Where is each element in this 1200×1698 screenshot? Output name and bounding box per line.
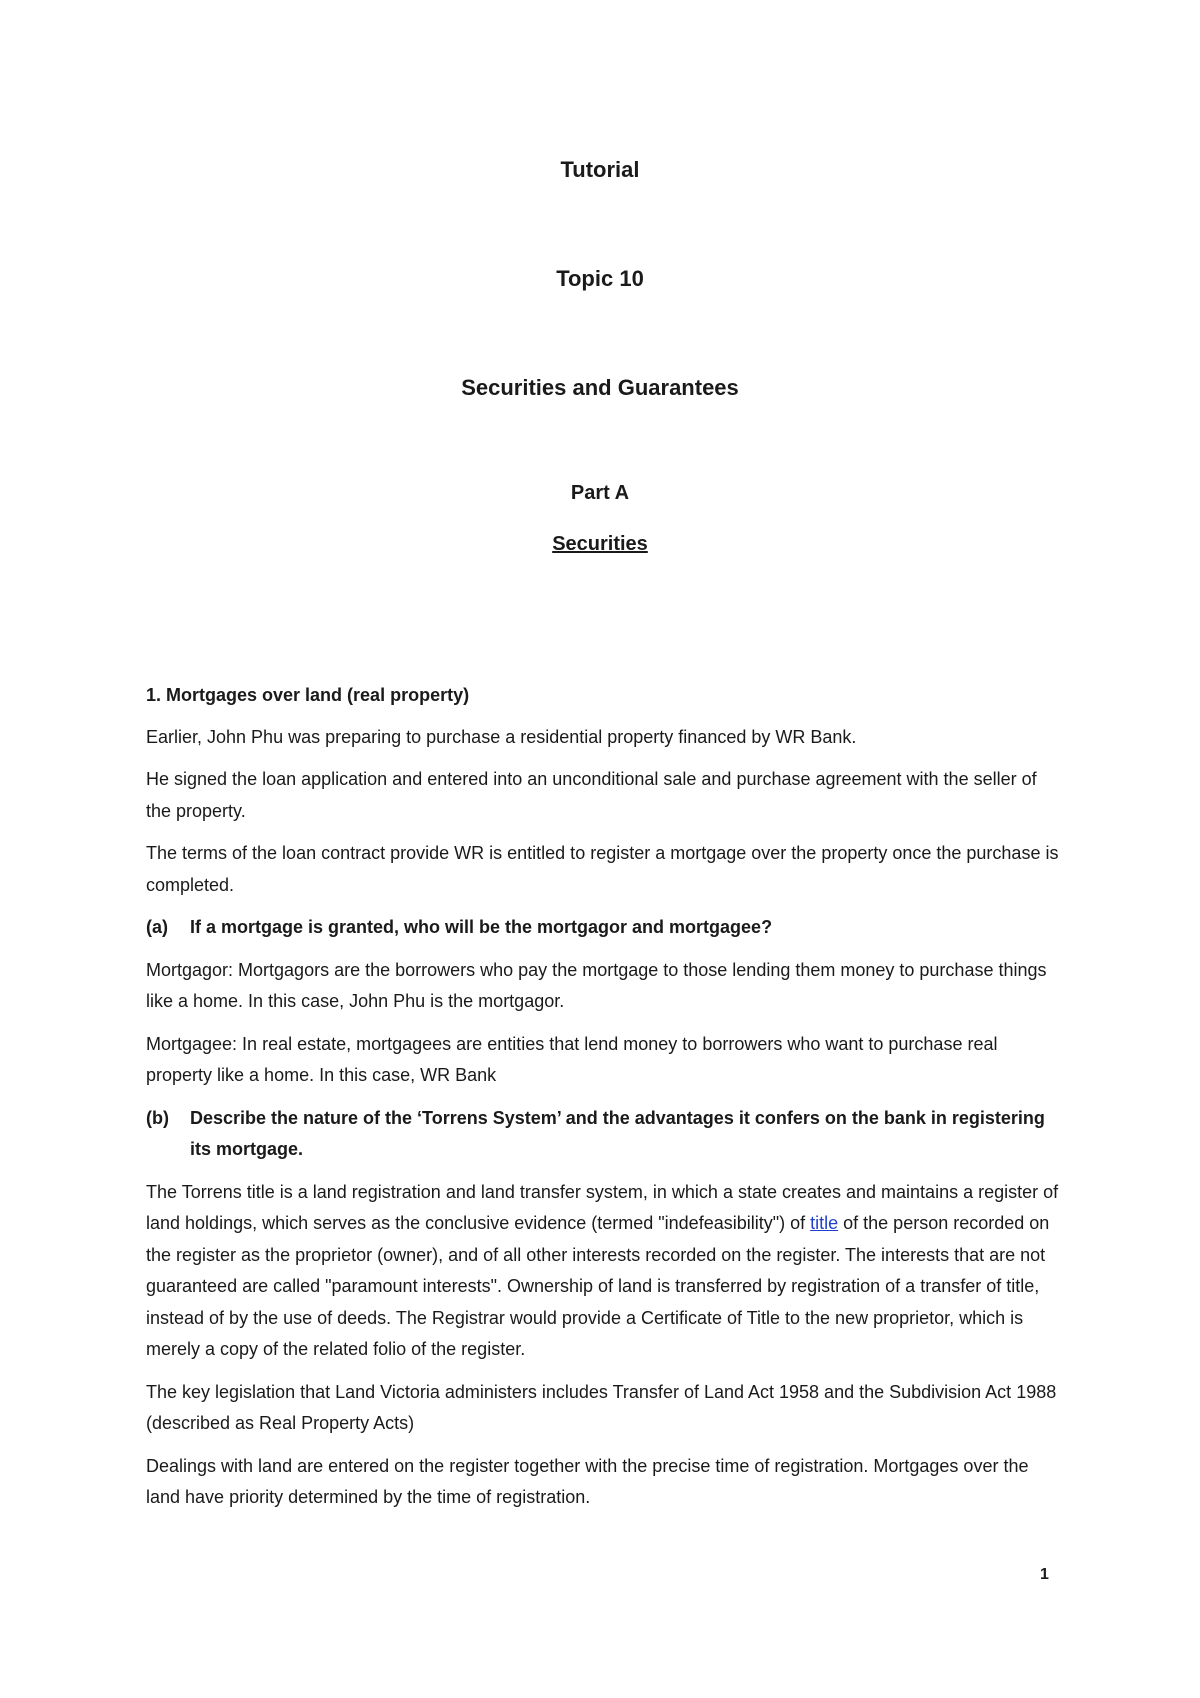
paragraph-torrens — [146, 1177, 1064, 1366]
question-a-text: If a mortgage is granted, who will be the mortgagor and mortgagee? — [190, 917, 773, 937]
page-number: 1 — [1040, 1566, 1049, 1583]
question-b-text: Describe the nature of the ‘Torrens System’ and the advantages it confers on the bank in registering its mortgage. — [190, 1107, 1045, 1159]
paragraph-dealings: Dealings with land are entered on the register together with the precise time of registration. Mortgages over the land have priority determined by the time of registration. — [146, 1455, 1029, 1507]
question-heading: 1. Mortgages over land (real property) — [146, 685, 470, 705]
subject-heading: Securities and Guarantees — [461, 375, 739, 400]
title-link[interactable]: title — [810, 1213, 839, 1233]
paragraph-loan-terms: The terms of the loan contract provide WR is entitled to register a mortgage over the property once the purchase is completed. — [146, 843, 1059, 895]
paragraph-agreement: He signed the loan application and entered into an unconditional sale and purchase agreement with the seller of the property. — [146, 769, 1037, 821]
part-heading: Part A — [570, 482, 630, 504]
paragraph-background: Earlier, John Phu was preparing to purchase a residential property financed by WR Bank. — [146, 726, 857, 747]
torrens-text-start: The Torrens title is a land registration and land transfer system, in which a state creates and maintains a register of land holdings, which serves as the conclusive evidence (termed "indefeasibility") of — [146, 1181, 1059, 1233]
document-body — [146, 680, 1064, 1525]
answer-mortgagor: Mortgagor: Mortgagors are the borrowers who pay the mortgage to those lending them money to purchase things like a home. In this case, John Phu is the mortgagor. — [146, 959, 1047, 1011]
section-heading: Securities — [552, 533, 648, 555]
doc-title: Tutorial — [560, 157, 640, 182]
topic-heading: Topic 10 — [556, 266, 644, 291]
answer-mortgagee: Mortgagee: In real estate, mortgagees are entities that lend money to borrowers who want to purchase real property like a home. In this case, WR Bank — [146, 1033, 998, 1085]
question-a — [146, 912, 1064, 944]
question-b-label: (b) — [146, 1107, 169, 1128]
question-b — [146, 1103, 1064, 1166]
question-a-label: (a) — [146, 917, 168, 937]
paragraph-legislation: The key legislation that Land Victoria administers includes Transfer of Land Act 1958 and the Subdivision Act 1988 (described as Real Property Acts) — [146, 1381, 1057, 1433]
torrens-text-end: of the person recorded on the register as the proprietor (owner), and of all other interests recorded on the register. The interests that are not guaranteed are called "paramount interests". Ownership of land is transferred by registration of a transfer of title, instead of by the use of deeds. The Registrar would provide a Certificate of Title to the new proprietor, which is merely a copy of the related folio of the register. — [146, 1213, 1050, 1359]
